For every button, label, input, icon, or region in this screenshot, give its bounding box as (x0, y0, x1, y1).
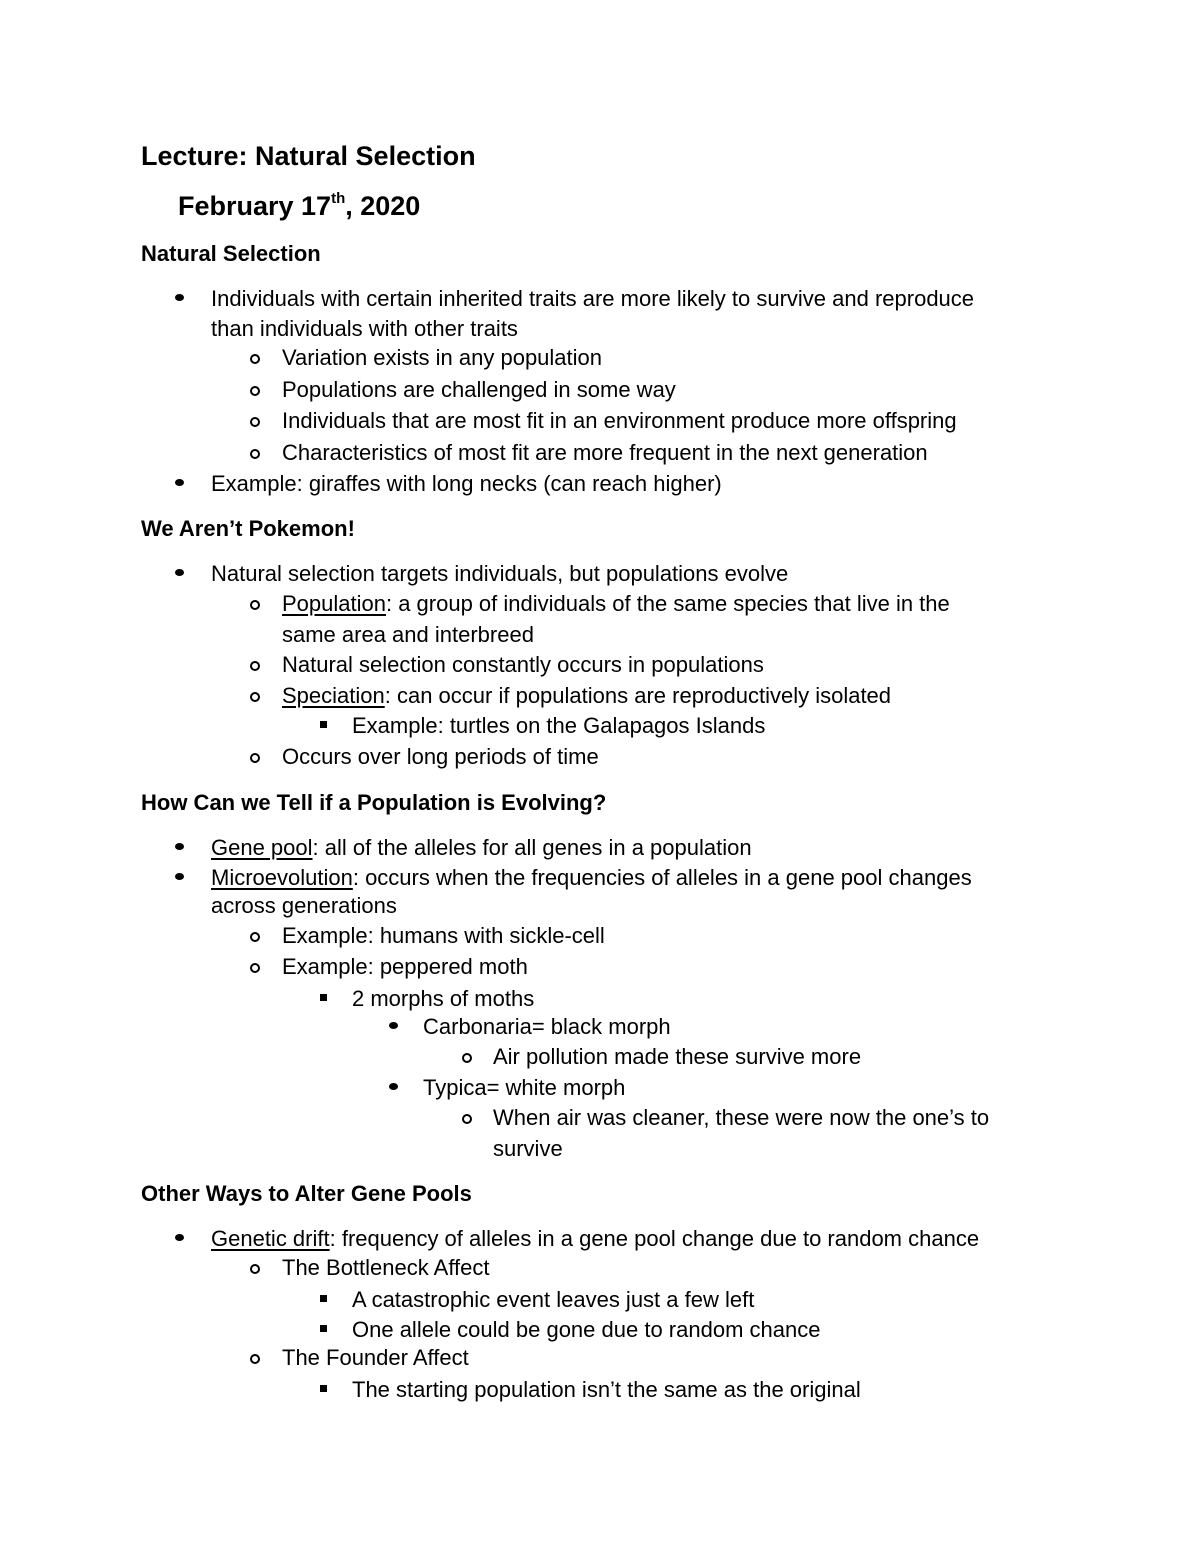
list-item: Variation exists in any population (282, 345, 603, 370)
disc-bullet-icon (389, 1022, 398, 1029)
term-definition: : all of the alleles for all genes in a population (312, 835, 752, 860)
section-heading: Natural Selection (141, 241, 321, 266)
list-item: Occurs over long periods of time (282, 744, 599, 769)
circle-bullet-icon (250, 932, 260, 942)
list-item: The Founder Affect (282, 1345, 469, 1370)
list-item: Typica= white morph (423, 1075, 626, 1100)
term-definition: : can occur if populations are reproductively isolated (384, 683, 892, 708)
circle-bullet-icon (250, 386, 260, 396)
list-item: Populations are challenged in some way (282, 377, 676, 402)
list-item: The starting population isn’t the same as the original (352, 1377, 861, 1402)
date-prefix: February 17 (178, 191, 332, 221)
square-bullet-icon (320, 1385, 327, 1392)
list-item (211, 865, 972, 891)
term-microevolution: Microevolution (211, 865, 353, 890)
circle-bullet-icon (250, 753, 260, 763)
term-gene-pool: Gene pool (211, 835, 313, 860)
term-definition: : occurs when the frequencies of alleles in a gene pool changes (352, 865, 972, 890)
list-item (211, 1226, 979, 1252)
term-population: Population (282, 591, 386, 616)
list-item: Natural selection constantly occurs in populations (282, 652, 764, 677)
disc-bullet-icon (175, 569, 184, 576)
list-item: When air was cleaner, these were now the one’s to (493, 1105, 990, 1130)
circle-bullet-icon (250, 354, 260, 364)
list-item (211, 835, 752, 861)
square-bullet-icon (320, 1295, 327, 1302)
circle-bullet-icon (250, 449, 260, 459)
list-item: Example: humans with sickle-cell (282, 923, 605, 948)
list-item: 2 morphs of moths (352, 986, 535, 1011)
list-item: Example: peppered moth (282, 954, 528, 979)
circle-bullet-icon (250, 692, 260, 702)
list-item: One allele could be gone due to random chance (352, 1317, 821, 1342)
circle-bullet-icon (250, 417, 260, 427)
term-definition: : frequency of alleles in a gene pool change due to random chance (329, 1226, 980, 1251)
circle-bullet-icon (250, 661, 260, 671)
date-suffix: th (331, 190, 346, 207)
list-item-continued: survive (493, 1136, 563, 1161)
circle-bullet-icon (250, 1354, 260, 1364)
term-genetic-drift: Genetic drift (211, 1226, 330, 1251)
list-item-continued: across generations (211, 893, 397, 918)
section-heading: We Aren’t Pokemon! (141, 516, 355, 541)
list-item: Individuals that are most fit in an environment produce more offspring (282, 408, 957, 433)
circle-bullet-icon (462, 1114, 472, 1124)
disc-bullet-icon (175, 843, 184, 850)
disc-bullet-icon (175, 479, 184, 486)
disc-bullet-icon (175, 294, 184, 301)
list-item: The Bottleneck Affect (282, 1255, 490, 1280)
section-heading: How Can we Tell if a Population is Evolving? (141, 790, 607, 815)
list-item: Air pollution made these survive more (493, 1044, 862, 1069)
term-definition: : a group of individuals of the same species that live in the (385, 591, 950, 616)
circle-bullet-icon (250, 600, 260, 610)
page-title: Lecture: Natural Selection (141, 141, 476, 171)
disc-bullet-icon (175, 1234, 184, 1241)
disc-bullet-icon (175, 873, 184, 880)
section-heading: Other Ways to Alter Gene Pools (141, 1181, 472, 1206)
list-item: Carbonaria= black morph (423, 1014, 671, 1039)
list-item: Characteristics of most fit are more frequent in the next generation (282, 440, 928, 465)
list-item: Example: giraffes with long necks (can reach higher) (211, 471, 722, 496)
lecture-date (178, 190, 420, 222)
date-rest: , 2020 (345, 191, 421, 221)
square-bullet-icon (320, 721, 327, 728)
list-item-continued: same area and interbreed (282, 622, 534, 647)
list-item: Natural selection targets individuals, but populations evolve (211, 561, 789, 586)
circle-bullet-icon (250, 1264, 260, 1274)
list-item: A catastrophic event leaves just a few left (352, 1287, 755, 1312)
term-speciation: Speciation (282, 683, 385, 708)
circle-bullet-icon (462, 1053, 472, 1063)
circle-bullet-icon (250, 963, 260, 973)
list-item: Individuals with certain inherited traits are more likely to survive and reproduce (211, 286, 975, 311)
square-bullet-icon (320, 1325, 327, 1332)
square-bullet-icon (320, 994, 327, 1001)
list-item (282, 591, 950, 617)
list-item-continued: than individuals with other traits (211, 316, 518, 341)
list-item: Example: turtles on the Galapagos Islands (352, 713, 766, 738)
list-item (282, 683, 891, 709)
disc-bullet-icon (389, 1083, 398, 1090)
